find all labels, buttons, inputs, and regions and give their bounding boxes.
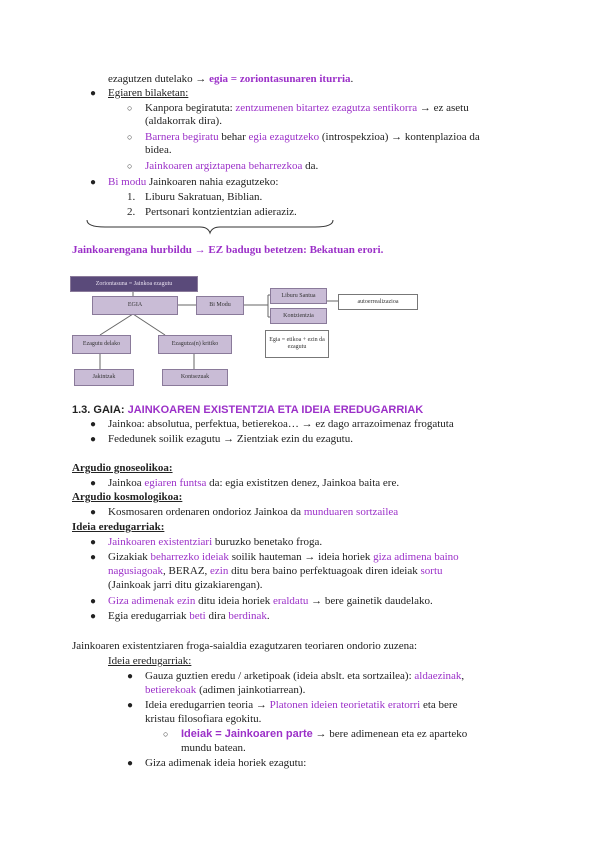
diagram-liburu-box: Liburu Santua: [270, 288, 327, 304]
diagram-kontsezuak-box: Kontsezuak: [162, 369, 228, 386]
kosmo-heading: Argudio kosmologikoa:: [72, 491, 183, 503]
circle-bullet: ○: [127, 103, 133, 113]
bullet-text: betierekoak (adimen jainkotiarrean).: [145, 684, 306, 696]
bullet-text: Fededunek soilik ezagutu → Zientziak ezin du ezagutu.: [108, 433, 353, 445]
bullet: ●: [90, 434, 97, 445]
diagram-egia-box: EGIA: [92, 296, 178, 315]
bullet: ●: [90, 88, 97, 99]
bullet-text: kristau filosofiara egokitu.: [145, 713, 262, 725]
bullet-text: bidea.: [145, 144, 172, 156]
bullet: ●: [127, 700, 134, 711]
hurbildu-line: Jainkoarengana hurbildu → EZ badugu betetzen: Bekatuan erori.: [72, 244, 384, 256]
diagram-ezagutu-box: Ezagutu delako: [72, 335, 131, 354]
gnoseo-heading: Argudio gnoseolikoa:: [72, 462, 173, 474]
bullet: ●: [90, 596, 97, 607]
bullet: ●: [127, 671, 134, 682]
sub-heading: Ideia eredugarriak:: [108, 655, 192, 667]
diagram-kritiko-box: Ezagutza(n) kritiko: [158, 335, 232, 354]
bullet-text: Jainkoaren existentziari buruzko benetako froga.: [108, 536, 323, 548]
bullet-text: mundu batean.: [181, 742, 246, 754]
bullet-text: Egia eredugarriak beti dira berdinak.: [108, 610, 270, 622]
bullet-text: Bi modu Jainkoaren nahia ezagutzeko:: [108, 176, 279, 188]
intro-line: Jainkoaren existentziaren froga-saialdia ezagutzaren teoriaren ondorio zuzena:: [72, 640, 418, 652]
bullet-text: (aldakorrak dira).: [145, 115, 222, 127]
ideia-heading: Ideia eredugarriak:: [72, 521, 165, 533]
circle-bullet: ○: [127, 161, 133, 171]
bullet-text: Barnera begiratu behar egia ezagutzeko (introspekzioa) → kontenplazioa da: [145, 131, 480, 143]
bullet-text: Gauza guztien eredu / arketipoak (ideia abslt. eta sortzailea): aldaezinak,: [145, 670, 465, 682]
bullet: ●: [90, 537, 97, 548]
bullet-text: (Jainkoak jarri ditu gizakiarengan).: [108, 579, 263, 591]
bullet-text: Jainkoa: absolutua, perfektua, betierekoa… → ez dago arrazoimenaz frogatuta: [108, 418, 454, 430]
concept-diagram: [70, 272, 420, 392]
bullet-text: Egiaren bilaketan:: [108, 87, 189, 99]
list-item: Liburu Sakratuan, Biblian.: [145, 191, 263, 203]
bullet: ●: [90, 419, 97, 430]
list-item: Pertsonari kontzientzian adieraziz.: [145, 206, 297, 218]
circle-bullet: ○: [163, 729, 169, 739]
bullet: ●: [90, 611, 97, 622]
section-heading: 1.3. GAIA: JAINKOAREN EXISTENTZIA ETA IDEIA EREDUGARRIAK: [72, 404, 424, 416]
bullet-text: Giza adimenak ezin ditu ideia horiek eraldatu → bere gainetik daudelako.: [108, 595, 433, 607]
bullet-text: Jainkoaren argiztapena beharrezkoa da.: [145, 160, 319, 172]
diagram-bimodu-box: Bi Modu: [196, 296, 244, 315]
bullet-text: Ideia eredugarrien teoria → Platonen ideien teorietatik eratorri eta bere: [145, 699, 458, 711]
list-number: 2.: [127, 206, 136, 218]
bullet-text: Ideiak = Jainkoaren parte → bere adimenean eta ez aparteko: [181, 728, 468, 740]
bullet: ●: [90, 177, 97, 188]
diagram-jakintzak-box: Jakintzak: [74, 369, 134, 386]
brace-icon: [85, 219, 335, 235]
bullet-text: Giza adimenak ideia horiek ezagutu:: [145, 757, 307, 769]
bullet: ●: [90, 478, 97, 489]
bullet-text: Kosmosaren ordenaren ondorioz Jainkoa da munduaren sortzailea: [108, 506, 399, 518]
bullet-text: Kanpora begiratuta: zentzumenen bitartez ezagutza sentikorra → ez asetu: [145, 102, 469, 114]
bullet-text: Jainkoa egiaren funtsa da: egia existitzen denez, Jainkoa baita ere.: [108, 477, 400, 489]
bullet-text: nagusiagoak, BERAZ, ezin ditu bera baino perfektuagoak diren ideiak sortu: [108, 565, 443, 577]
bullet: ●: [90, 552, 97, 563]
bullet-text: Gizakiak beharrezko ideiak soilik hauteman → ideia horiek giza adimena baino: [108, 551, 459, 563]
diagram-etika-box: Egia = etikoa + ezin da ezagutu: [265, 330, 329, 358]
bullet: ●: [127, 758, 134, 769]
text-line: ezagutzen dutelako → egia = zoriontasunaren iturria.: [108, 73, 354, 85]
list-number: 1.: [127, 191, 136, 203]
bullet: ●: [90, 507, 97, 518]
diagram-autoerr-box: autoerrealizazioa: [338, 294, 418, 310]
diagram-kontzientzia-box: Kontzientzia: [270, 308, 327, 324]
circle-bullet: ○: [127, 132, 133, 142]
diagram-title-box: Zoriontasuna = Jainkoa ezagutu: [70, 276, 198, 292]
